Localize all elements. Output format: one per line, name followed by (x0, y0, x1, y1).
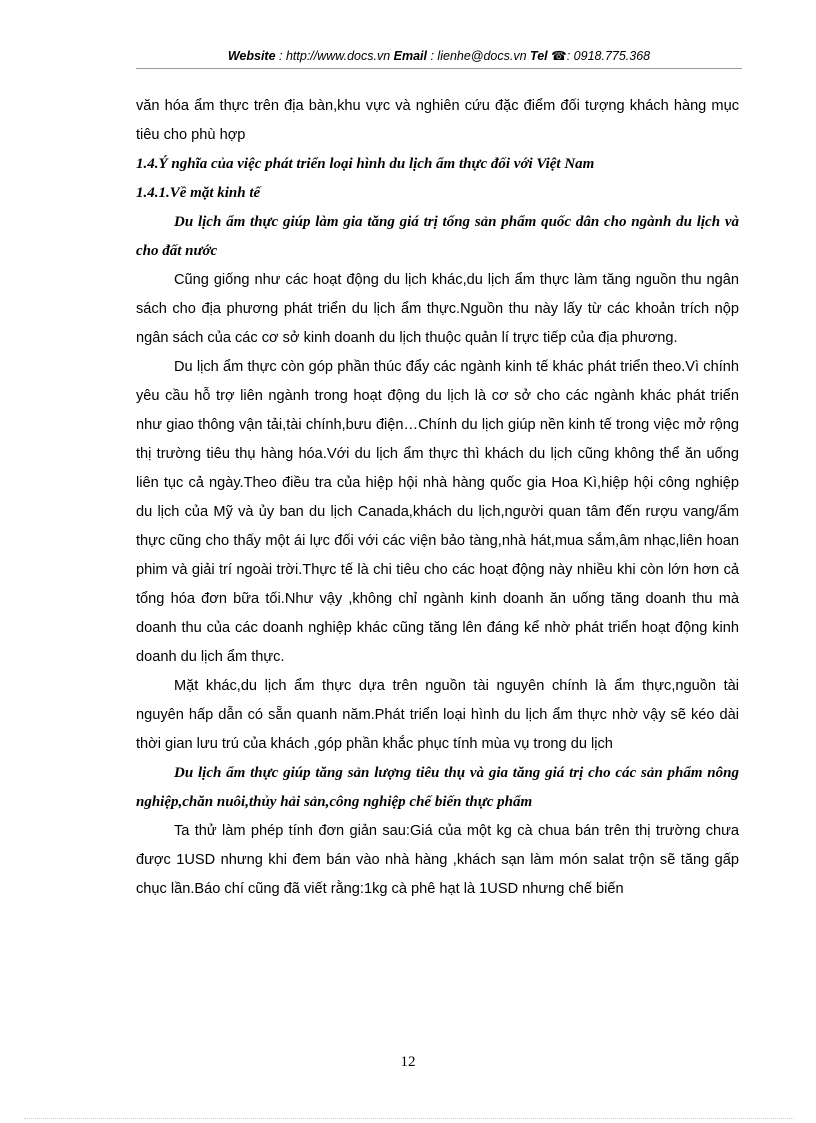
paragraph-other-industries: Du lịch ẩm thực còn góp phần thúc đẩy các ngành kinh tế khác phát triển theo.Vì chính yêu cầu hỗ trợ liên ngành trong hoạt động du lịch là cơ sở cho các ngành khác phát triển như giao thông vận tải,tài chính,bưu điện…Chính du lịch giúp nền kinh tế trong việc mở rộng thị trường tiêu thụ hàng hóa.Với du lịch ẩm thực thì khách du lịch cũng không thể ăn uống liên tục cả ngày.Theo điều tra của hiệp hội nhà hàng quốc gia Hoa Kì,hiệp hội công nghiệp du lịch của Mỹ và ủy ban du lịch Canada,khách du lịch,người quan tâm đến rượu vang/ẩm thực cũng cho thấy một ái lực đối với các viện bảo tàng,nhà hát,mua sắm,âm nhạc,liên hoan phim và giải trí ngoài trời.Thực tế là chi tiêu cho các hoạt động này nhiều khi còn lớn hơn cả tổng hóa đơn bữa tối.Như vậy ,không chỉ ngành kinh doanh ăn uống tăng doanh thu mà doanh thu của các doanh nghiệp khác cũng tăng lên đáng kể nhờ phát triển hoạt động kinh doanh du lịch ẩm thực. (136, 359, 739, 665)
paragraph-continuation: văn hóa ẩm thực trên địa bàn,khu vực và nghiên cứu đặc điểm đối tượng khách hàng mục tiêu cho phù hợp (136, 98, 739, 143)
subsection-heading: 1.4.1.Về mặt kinh tế (136, 185, 261, 201)
tel-value: : 0918.775.368 (566, 49, 651, 63)
paragraph-calculation: Ta thử làm phép tính đơn giản sau:Giá của một kg cà chua bán trên thị trường chưa được 1USD nhưng khi đem bán vào nhà hàng ,khách sạn làm món salat trộn sẽ tăng gấp chục lần.Báo chí cũng đã viết rằng:1kg cà phê hạt là 1USD nhưng chế biến (136, 823, 739, 897)
tel-label: Tel (530, 49, 548, 63)
section-heading: 1.4.Ý nghĩa của việc phát triển loại hình du lịch ẩm thực đối với Việt Nam (136, 156, 595, 172)
paragraph-budget: Cũng giống như các hoạt động du lịch khác,du lịch ẩm thực làm tăng nguồn thu ngân sách cho địa phương phát triển du lịch ẩm thực.Nguồn thu này lấy từ các khoản trích nộp ngân sách của các cơ sở kinh doanh du lịch thuộc quản lí trực tiếp của địa phương. (136, 272, 739, 346)
paragraph-resources: Mặt khác,du lịch ẩm thực dựa trên nguồn tài nguyên chính là ẩm thực,nguồn tài nguyên hấp dẫn có sẵn quanh năm.Phát triển loại hình du lịch ẩm thực nhờ vậy sẽ kéo dài thời gian lưu trú của khách ,góp phần khắc phục tính mùa vụ trong du lịch (136, 678, 739, 752)
phone-icon: ☎ (551, 49, 567, 63)
page-bottom-divider (24, 1118, 794, 1119)
document-body (136, 92, 739, 904)
email-value: : lienhe@docs.vn (427, 49, 531, 63)
website-label: Website (227, 49, 276, 63)
topic-heading-gdp: Du lịch ẩm thực giúp làm gia tăng giá trị tổng sản phẩm quốc dân cho ngành du lịch và cho đất nước (136, 214, 739, 259)
page-number: 12 (400, 1054, 416, 1070)
website-value: : http://www.docs.vn (275, 49, 394, 63)
topic-heading-agriculture: Du lịch ẩm thực giúp tăng sản lượng tiêu thụ và gia tăng giá trị cho các sản phẩm nông nghiệp,chăn nuôi,thủy hải sản,công nghiệp chế biến thực phẩm (136, 765, 739, 810)
page-header (136, 46, 742, 69)
email-label: Email (393, 49, 428, 63)
